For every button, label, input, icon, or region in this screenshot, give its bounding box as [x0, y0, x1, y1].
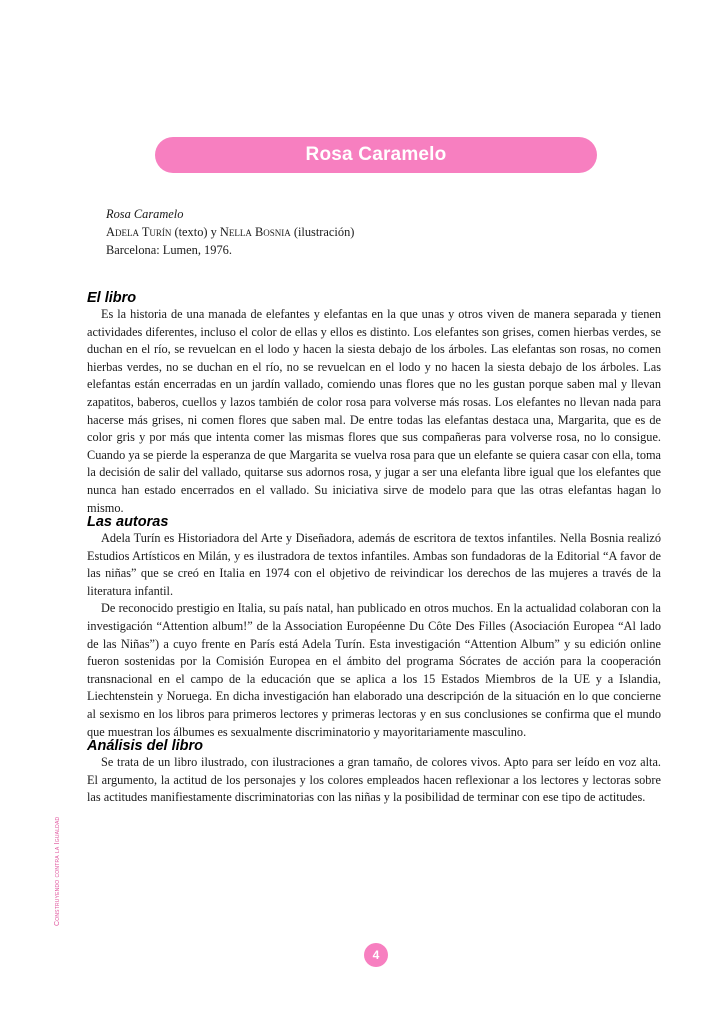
section-title: El libro	[87, 290, 137, 306]
section-paragraph: Es la historia de una manada de elefantes y elefantas en la que unas y otros viven de manera separada y tienen actividades diferentes, incluso el color de ellas y ellos es distinto. Los elefantes son grises, comen hierbas verdes, se duchan en el río, se revuelcan en el lodo y hacen la siesta debajo de los árboles. Las elefantas son rosas, no comen hierbas verdes, no se duchan en el río, no se revuelcan en el lodo y no hacen la siesta debajo de los árboles. Las elefantas están encerradas en un jardín vallado, comiendo unas flores que no les gustan porque saben mal y llevan zapatitos, baberos, cuellos y lazos también de color rosa para volverse más rosas. Los elefantes no llevan nada para hacerse más grises, ni comen flores que saben mal. De entre todas las elefantas destaca una, Margarita, que es de color gris y por más que intenta comer las mismas flores que sus compañeras para volverse rosa, no lo consigue. Cuando ya se pierde la esperanza de que Margarita se vuelva rosa para que un elefante se quiera casar con ella, toma la decisión de salir del vallado, quitarse sus adornos rosa, y jugar a ser una elefanta libre igual que los elefantes que nunca han estado encerrados en el vallado. Su iniciativa sirve de modelo para que las otras elefantas hagan lo mismo.	[87, 307, 661, 515]
sidebar-running-title: Construyendo contra la Igualdad	[54, 816, 61, 926]
illustrator-name: Nella Bosnia	[219, 225, 291, 239]
section-title: Las autoras	[87, 514, 169, 530]
author-role: (texto) y	[171, 225, 220, 239]
author-name: Adela Turín	[106, 225, 172, 239]
section-el-libro	[87, 290, 661, 517]
bibliography-publisher-line	[106, 241, 606, 259]
section-las-autoras	[87, 514, 661, 741]
illustrator-role: (ilustración)	[290, 225, 355, 239]
section-analisis-del-libro	[87, 738, 661, 807]
section-paragraph: De reconocido prestigio en Italia, su país natal, han publicado en otros muchos. En la actualidad colaboran con la investigación “Attention album!” de la Association Européenne Du Côte Des Filles (Asociación Europea “Al lado de las Niñas”) a cuyo frente en París está Adela Turín. Esta investigación “Attention Album” y su edición online fueron sostenidas por la Comisión Europea en el ámbito del programa Sócrates de acción para la cooperación transnacional en el campo de la educación que se aplica a los 15 Estados Miembros de la UE y a Islandia, Liechtenstein y Noruega. En dicha investigación han elaborado una descripción de la situación en lo que concierne al sexismo en los libros para primeros lectores y primeras lectoras y en sus conclusiones se confirma que el mundo que muestran los álbumes es sexualmente discriminatorio y mayoritariamente masculino.	[87, 601, 661, 739]
publisher: Barcelona: Lumen, 1976.	[106, 243, 232, 257]
title-banner	[155, 137, 597, 173]
section-paragraph: Adela Turín es Historiadora del Arte y Diseñadora, además de escritora de textos infantiles. Nella Bosnia realizó Estudios Artísticos en Milán, y es ilustradora de textos infantiles. Ambas son fundadoras de la Editorial “A favor de las niñas” que se creó en Italia en 1974 con el objetivo de reivindicar los derechos de las mujeres a través de la literatura infantil.	[87, 531, 661, 598]
bibliography-book-title-line	[106, 205, 606, 223]
page-title: Rosa Caramelo	[305, 144, 447, 165]
section-paragraph: Se trata de un libro ilustrado, con ilustraciones a gran tamaño, de colores vivos. Apto para ser leído en voz alta. El argumento, la actitud de los personajes y los colores empleados hacen reflexionar a los lectores y lectoras sobre las actitudes manifiestamente discriminatorias con las niñas y la posibilidad de terminar con ese tipo de actitudes.	[87, 755, 661, 805]
section-title: Análisis del libro	[87, 738, 204, 754]
bibliography	[106, 205, 606, 259]
bibliography-credits-line	[106, 223, 606, 241]
book-title: Rosa Caramelo	[106, 207, 184, 221]
page-number: 4	[364, 943, 388, 967]
